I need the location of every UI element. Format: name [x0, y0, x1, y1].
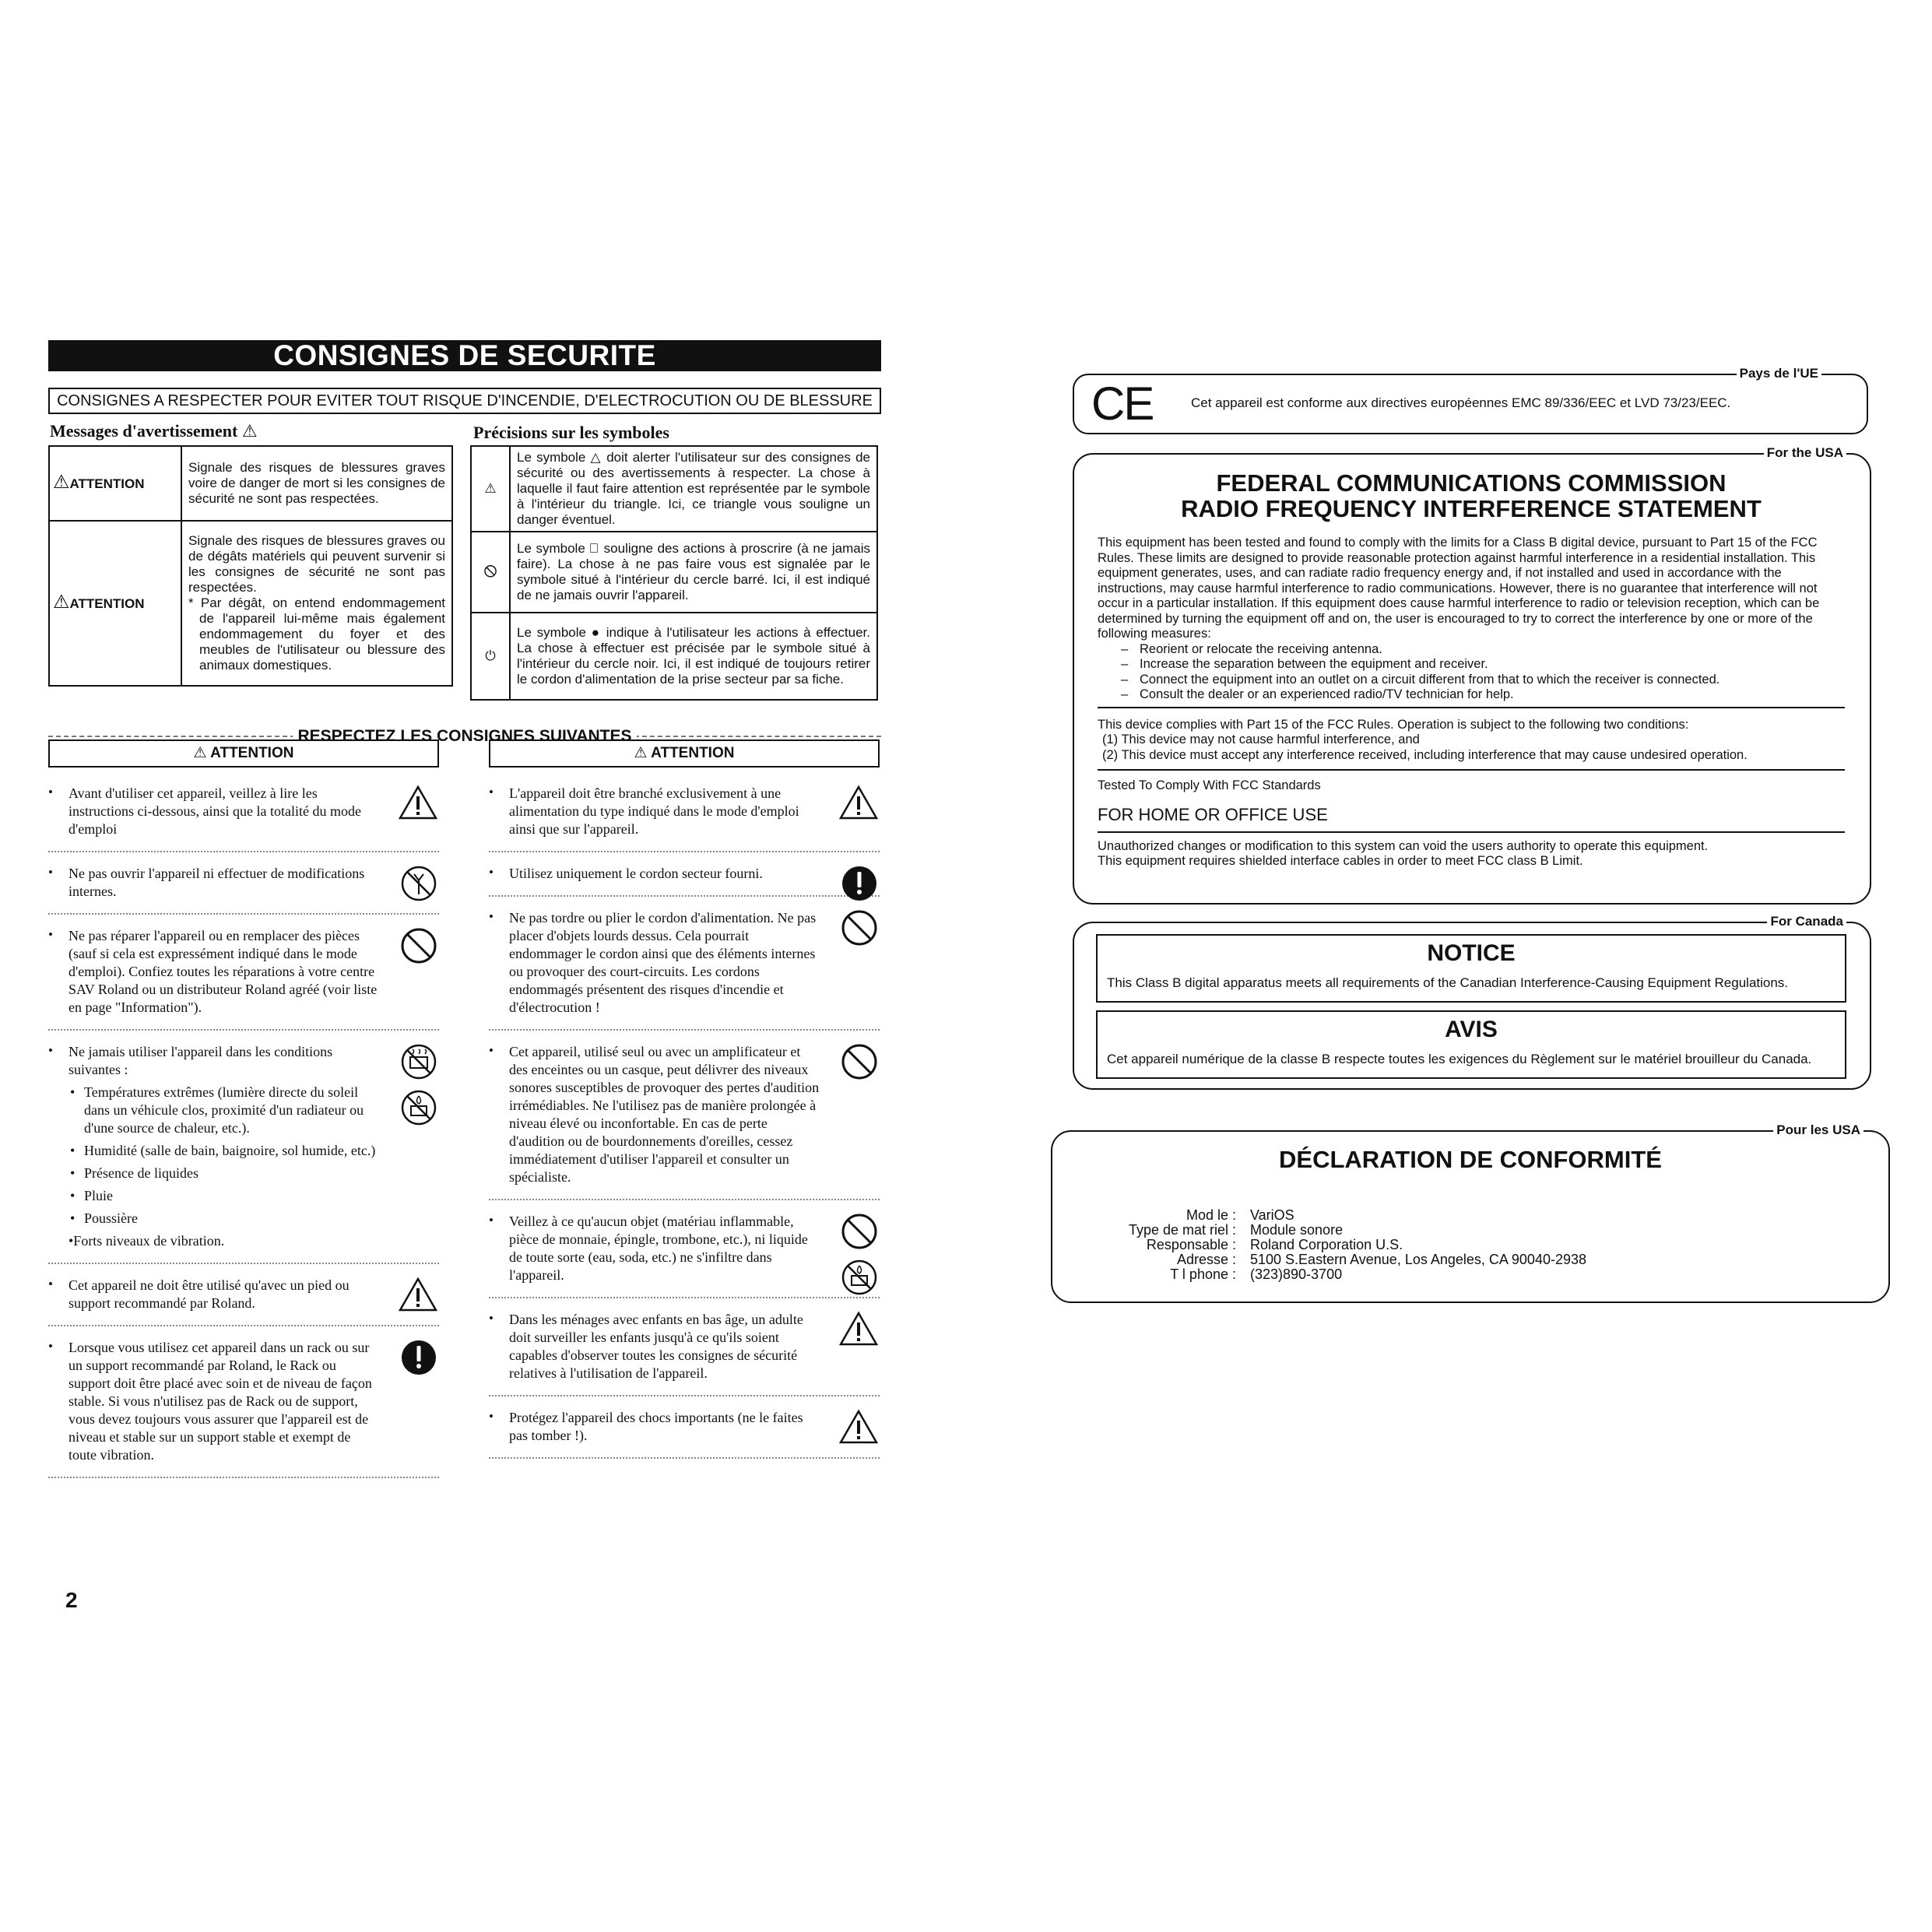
bullet: •: [48, 865, 53, 880]
safety-item-text: [68, 1277, 380, 1312]
ce-mark: CE: [1091, 378, 1154, 430]
respectez-label: RESPECTEZ LES CONSIGNES SUIVANTES: [293, 727, 636, 745]
bullet: •: [489, 909, 494, 924]
attention-header-2: ⚠ ATTENTION: [489, 739, 880, 768]
safety-item-main: Avant d'utiliser cet appareil, veillez à lire les instructions ci-dessous, ainsi que la totalité du mode d'emploi: [68, 785, 361, 837]
bullet: •: [48, 1339, 53, 1354]
warnings-heading: [50, 421, 258, 441]
no-disassemble-icon: [400, 865, 437, 906]
warning-icon: [839, 1311, 878, 1351]
dash-bullet: –: [1121, 657, 1129, 671]
warning-text-1: Signale des risques de blessures graves voire de danger de mort si les consignes de sécurité ne sont pas respectées.: [181, 446, 452, 521]
declaration-tag: Pour les USA: [1773, 1122, 1864, 1138]
symbol-text-1: Le symbole △ doit alerter l'utilisateur sur des consignes de sécurité ou des avertissements à respecter. La chose à laquelle il faut faire attention est représentée par le symbole à l'intérieur du triangle. Ici, ce triangle vous souligne un danger éventuel.: [510, 446, 877, 532]
declaration-value: (323)890-3700: [1250, 1266, 1343, 1282]
symbol-text-2: Le symbole ⃠ souligne des actions à proscrire (à ne jamais faire). La chose à ne pas faire vous est signalée par le symbole situé à l'intérieur du cercle barré. Ici, il est indiqué de ne jamais ouvrir l'appareil.: [510, 532, 877, 613]
attention-label-1: ⚠ATTENTION: [49, 446, 181, 521]
fcc-measure-text: Consult the dealer or an experienced radio/TV technician for help.: [1140, 687, 1514, 701]
safety-item-text: [509, 1213, 820, 1284]
safety-item: [48, 782, 439, 852]
bullet: •: [489, 1213, 494, 1228]
condition-tail: •Forts niveaux de vibration.: [68, 1233, 225, 1249]
safety-item-main: Ne pas tordre ou plier le cordon d'alimentation. Ne pas placer d'objets lourds dessus. Cela pourrait endommager le cordon ainsi que des éléments internes ou provoquer des court-circuits. Les cordons endommagés présentent des risques d'incendie et d'électrocution !: [509, 910, 817, 1015]
dash-bullet: –: [1121, 641, 1129, 656]
warning-triangle-icon: ⚠: [53, 472, 70, 493]
fcc-measure-text: Reorient or relocate the receiving antenna.: [1140, 641, 1382, 656]
canada-tag: For Canada: [1767, 914, 1846, 929]
safety-item: [489, 1040, 880, 1200]
canada-box: [1073, 914, 1871, 1090]
safety-item: [48, 924, 439, 1031]
safety-item-icons: [841, 1043, 878, 1084]
safety-item-icons: [839, 785, 878, 824]
declaration-key: Type de mat riel :: [1128, 1222, 1236, 1238]
safety-item-text: [509, 909, 820, 1017]
safety-item-main: Lorsque vous utilisez cet appareil dans un rack ou sur un support recommandé par Roland, le Rack ou support doit être placé avec soin et de niveau de façon stable. Si vous n'utilisez pas de Rack ou de support, vous devez toujours vous assurer que l'appareil est de niveau et stable sur un support stable et exempt de toute vibration.: [68, 1340, 372, 1463]
warning-triangle-icon: ⚠: [53, 592, 70, 613]
warning-text-2-note: * Par dégât, on entend endommagement de l'appareil lui-même mais également endommagement du foyer et des meubles de l'utilisateur ou blessure des animaux domestiques.: [188, 595, 445, 673]
declaration-value: 5100 S.Eastern Avenue, Los Angeles, CA 90040-2938: [1250, 1252, 1586, 1267]
bullet: •: [48, 1277, 53, 1291]
safety-item-icons: [400, 1043, 437, 1130]
notice-box: [1096, 934, 1846, 1003]
declaration-value: VariOS: [1250, 1207, 1294, 1223]
safety-item: [489, 1210, 880, 1298]
avis-title: AVIS: [1445, 1017, 1498, 1042]
safety-item-icons: [399, 1277, 437, 1316]
safety-item: [489, 1406, 880, 1459]
mandatory-icon: [841, 865, 878, 906]
symbols-heading: Précisions sur les symboles: [473, 423, 669, 442]
safety-item-main: Ne pas ouvrir l'appareil ni effectuer de modifications internes.: [68, 866, 365, 899]
notice-text: This Class B digital apparatus meets all requirements of the Canadian Interference-Causing Equipment Regulations.: [1107, 975, 1789, 990]
fcc-tested: Tested To Comply With FCC Standards: [1098, 778, 1321, 792]
declaration-key: T l phone :: [1170, 1266, 1236, 1282]
safety-item-text: [68, 1339, 380, 1464]
safety-item-text: [509, 785, 820, 838]
mandatory-icon: [400, 1339, 437, 1380]
no-water-icon: [400, 1089, 437, 1130]
safety-item: [489, 782, 880, 852]
safety-item-icons: [841, 909, 878, 950]
safety-item-main: Ne pas réparer l'appareil ou en remplacer des pièces (sauf si cela est expressément indiqué dans le mode d'emploi). Confiez toutes les réparations à votre centre SAV Roland ou un distributeur Roland agréé (voir liste en page "Information").: [68, 928, 378, 1015]
fcc-complies: This device complies with Part 15 of the FCC Rules. Operation is subject to the following two conditions:: [1098, 717, 1689, 732]
warning-icon: [839, 785, 878, 824]
warnings-table: [48, 445, 453, 687]
warning-text-2-main: Signale des risques de blessures graves ou de dégâts matériels qui peuvent survenir si les consignes de sécurité ne sont pas respectées.: [188, 533, 445, 595]
condition-item: • Températures extrêmes (lumière directe du soleil dans un véhicule clos, proximité d'un radiateur ou d'une source de chaleur, etc.).: [68, 1084, 380, 1137]
dash-bullet: –: [1121, 687, 1129, 701]
safety-item-icons: [400, 865, 437, 906]
safety-item-main: Veillez à ce qu'aucun objet (matériau inflammable, pièce de monnaie, épingle, trombone, etc.), ni liquide de toute sorte (eau, soda, etc.) ne s'infiltre dans l'appareil.: [509, 1214, 808, 1283]
attention-label-2: ⚠ATTENTION: [49, 521, 181, 686]
safety-item-main: L'appareil doit être branché exclusivement à une alimentation du type indiqué dans le mode d'emploi ainsi que sur l'appareil.: [509, 785, 799, 837]
fcc-measure: [1121, 673, 1845, 688]
bullet: •: [489, 785, 494, 799]
fcc-title-1: FEDERAL COMMUNICATIONS COMMISSION: [1216, 469, 1727, 497]
fcc-measure-text: Connect the equipment into an outlet on a circuit different from that to which the receiver is connected.: [1140, 672, 1720, 687]
subtitle: CONSIGNES A RESPECTER POUR EVITER TOUT RISQUE D'INCENDIE, D'ELECTROCUTION OU DE BLESSURE: [48, 388, 881, 414]
warnings-heading-text: Messages d'avertissement: [50, 421, 238, 441]
safety-item-main: Ne jamais utiliser l'appareil dans les conditions suivantes :: [68, 1044, 333, 1077]
condition-item: • Humidité (salle de bain, baignoire, sol humide, etc.): [68, 1142, 380, 1160]
fcc-measure-text: Increase the separation between the equipment and receiver.: [1140, 657, 1488, 671]
condition-item: • Poussière: [68, 1210, 380, 1228]
warning-triangle-icon: ⚠: [241, 421, 258, 441]
fcc-unauthorized-1: Unauthorized changes or modification to this system can void the users authority to operate this equipment.: [1098, 838, 1709, 853]
safety-item: [489, 862, 880, 897]
safety-item: [48, 1040, 439, 1264]
attention-header-1: ⚠ ATTENTION: [48, 739, 439, 768]
safety-item-icons: [839, 1311, 878, 1351]
fcc-measure: [1121, 687, 1845, 703]
condition-item: • Présence de liquides: [68, 1164, 380, 1182]
warning-icon: [399, 785, 437, 824]
page-number: 2: [65, 1588, 78, 1612]
safety-column-2: [489, 739, 880, 1468]
safety-item-icons: [841, 1213, 878, 1300]
avis-text: Cet appareil numérique de la classe B respecte toutes les exigences du Règlement sur le matériel brouilleur du Canada.: [1107, 1052, 1812, 1066]
declaration-box: [1051, 1122, 1890, 1303]
declaration-title: DÉCLARATION DE CONFORMITÉ: [1279, 1146, 1662, 1173]
avis-box: [1096, 1010, 1846, 1079]
safety-column-1: [48, 739, 439, 1488]
condition-list: [68, 1084, 380, 1228]
fcc-measure: [1121, 657, 1845, 673]
safety-item-text: [509, 1311, 820, 1382]
eu-box: [1073, 366, 1868, 434]
prohibited-icon: [841, 909, 878, 950]
usa-fcc-box: [1073, 445, 1871, 905]
declaration-key: Adresse :: [1176, 1252, 1236, 1267]
symbols-table: [470, 445, 878, 701]
safety-item-icons: [399, 785, 437, 824]
safety-item-main: Cet appareil ne doit être utilisé qu'avec un pied ou support recommandé par Roland.: [68, 1277, 350, 1311]
warning-icon: [839, 1409, 878, 1449]
fcc-home-office: FOR HOME OR OFFICE USE: [1098, 804, 1328, 824]
safety-item: [489, 906, 880, 1031]
safety-item-text: [509, 865, 820, 883]
declaration-value: Module sonore: [1250, 1222, 1344, 1238]
no-water-icon: [841, 1259, 878, 1300]
prohibited-icon: [400, 927, 437, 968]
declaration-value: Roland Corporation U.S.: [1250, 1237, 1403, 1252]
safety-item-icons: [841, 865, 878, 906]
fcc-condition-2: (2) This device must accept any interference received, including interference that may cause undesired operation.: [1102, 747, 1748, 762]
bullet: •: [48, 1043, 53, 1058]
safety-item-text: [509, 1043, 820, 1186]
safety-item-text: [68, 785, 380, 838]
safety-item-icons: [839, 1409, 878, 1449]
safety-item: [48, 862, 439, 915]
unplug-mandatory-icon: ⏻: [471, 613, 510, 700]
safety-item-main: Utilisez uniquement le cordon secteur fourni.: [509, 866, 763, 881]
prohibited-icon: [841, 1213, 878, 1254]
bullet: •: [489, 1311, 494, 1326]
warning-icon: [399, 1277, 437, 1316]
prohibition-icon: 🛇: [471, 532, 510, 613]
usa-tag: For the USA: [1764, 445, 1846, 461]
safety-item-text: [68, 1043, 380, 1250]
dash-bullet: –: [1121, 672, 1129, 687]
safety-item-icons: [400, 927, 437, 968]
bullet: •: [48, 785, 53, 799]
fcc-measures: [1121, 642, 1845, 703]
safety-item: [489, 1308, 880, 1396]
fcc-measure: [1121, 642, 1845, 658]
fcc-title-2: RADIO FREQUENCY INTERFERENCE STATEMENT: [1181, 495, 1762, 522]
safety-item-main: Cet appareil, utilisé seul ou avec un amplificateur et des enceintes ou un casque, peut délivrer des niveaux sonores susceptibles de provoquer des pertes d'audition irrémédiables. Ne l'utilisez pas de manière prolongée à niveau élevé ou inconfortable. En cas de perte d'audition ou de bourdonnements d'oreilles, cessez immédiatement d'utiliser l'appareil et consulter un spécialiste.: [509, 1044, 820, 1185]
fcc-condition-1: (1) This device may not cause harmful interference, and: [1102, 732, 1420, 746]
bullet: •: [489, 1409, 494, 1424]
notice-title: NOTICE: [1427, 940, 1516, 966]
warning-triangle-icon: ⚠: [471, 446, 510, 532]
safety-item-text: [509, 1409, 820, 1445]
safety-item: [48, 1336, 439, 1478]
declaration-key: Mod le :: [1186, 1207, 1236, 1223]
prohibited-icon: [841, 1043, 878, 1084]
warning-text-2: [181, 521, 452, 686]
eu-text: Cet appareil est conforme aux directives européennes EMC 89/336/EEC et LVD 73/23/EEC.: [1191, 395, 1731, 410]
safety-item: [48, 1273, 439, 1326]
safety-item-main: Protégez l'appareil des chocs importants (ne le faites pas tomber !).: [509, 1410, 803, 1443]
safety-item-text: [68, 865, 380, 901]
page-title: CONSIGNES DE SECURITE: [48, 340, 881, 371]
symbol-text-3: Le symbole ● indique à l'utilisateur les actions à effectuer. La chose à effectuer est précisée par le symbole situé à l'intérieur du cercle noir. Ici, il est indiqué de toujours retirer le cordon d'alimentation de la prise secteur par sa fiche.: [510, 613, 877, 700]
safety-item-text: [68, 927, 380, 1017]
declaration-key: Responsable :: [1146, 1237, 1236, 1252]
bullet: •: [48, 927, 53, 942]
warning-triangle-icon: ⚠: [634, 745, 648, 761]
fcc-paragraph: This equipment has been tested and found to comply with the limits for a Class B digital device, pursuant to Part 15 of the FCC Rules. These limits are designed to provide reasonable protection against harmful interference in a residential installation. This equipment generates, uses, and can radiate radio frequency energy and, if not installed and used in accordance with the instructions, may cause harmful interference to radio communications. However, there is no guarantee that interference will not occur in a particular installation. If this equipment does cause harmful interference to radio or television reception, which can be determined by turning the equipment off and on, the user is encouraged to try to correct the interference by one or more of the following measures:: [1098, 536, 1820, 641]
safety-item-icons: [400, 1339, 437, 1380]
no-heat-icon: [400, 1043, 437, 1084]
warning-triangle-icon: ⚠: [193, 745, 207, 761]
bullet: •: [489, 1043, 494, 1058]
declaration-details: [1042, 1208, 1717, 1282]
eu-tag: Pays de l'UE: [1737, 366, 1821, 381]
safety-item-main: Dans les ménages avec enfants en bas âge, un adulte doit surveiller les enfants jusqu'à ce qu'ils soient capables d'observer toutes les consignes de sécurité relatives à l'utilisation de l'appareil.: [509, 1312, 803, 1381]
fcc-unauthorized-2: This equipment requires shielded interface cables in order to meet FCC class B Limit.: [1098, 854, 1583, 868]
condition-item: • Pluie: [68, 1187, 380, 1205]
bullet: •: [489, 865, 494, 880]
